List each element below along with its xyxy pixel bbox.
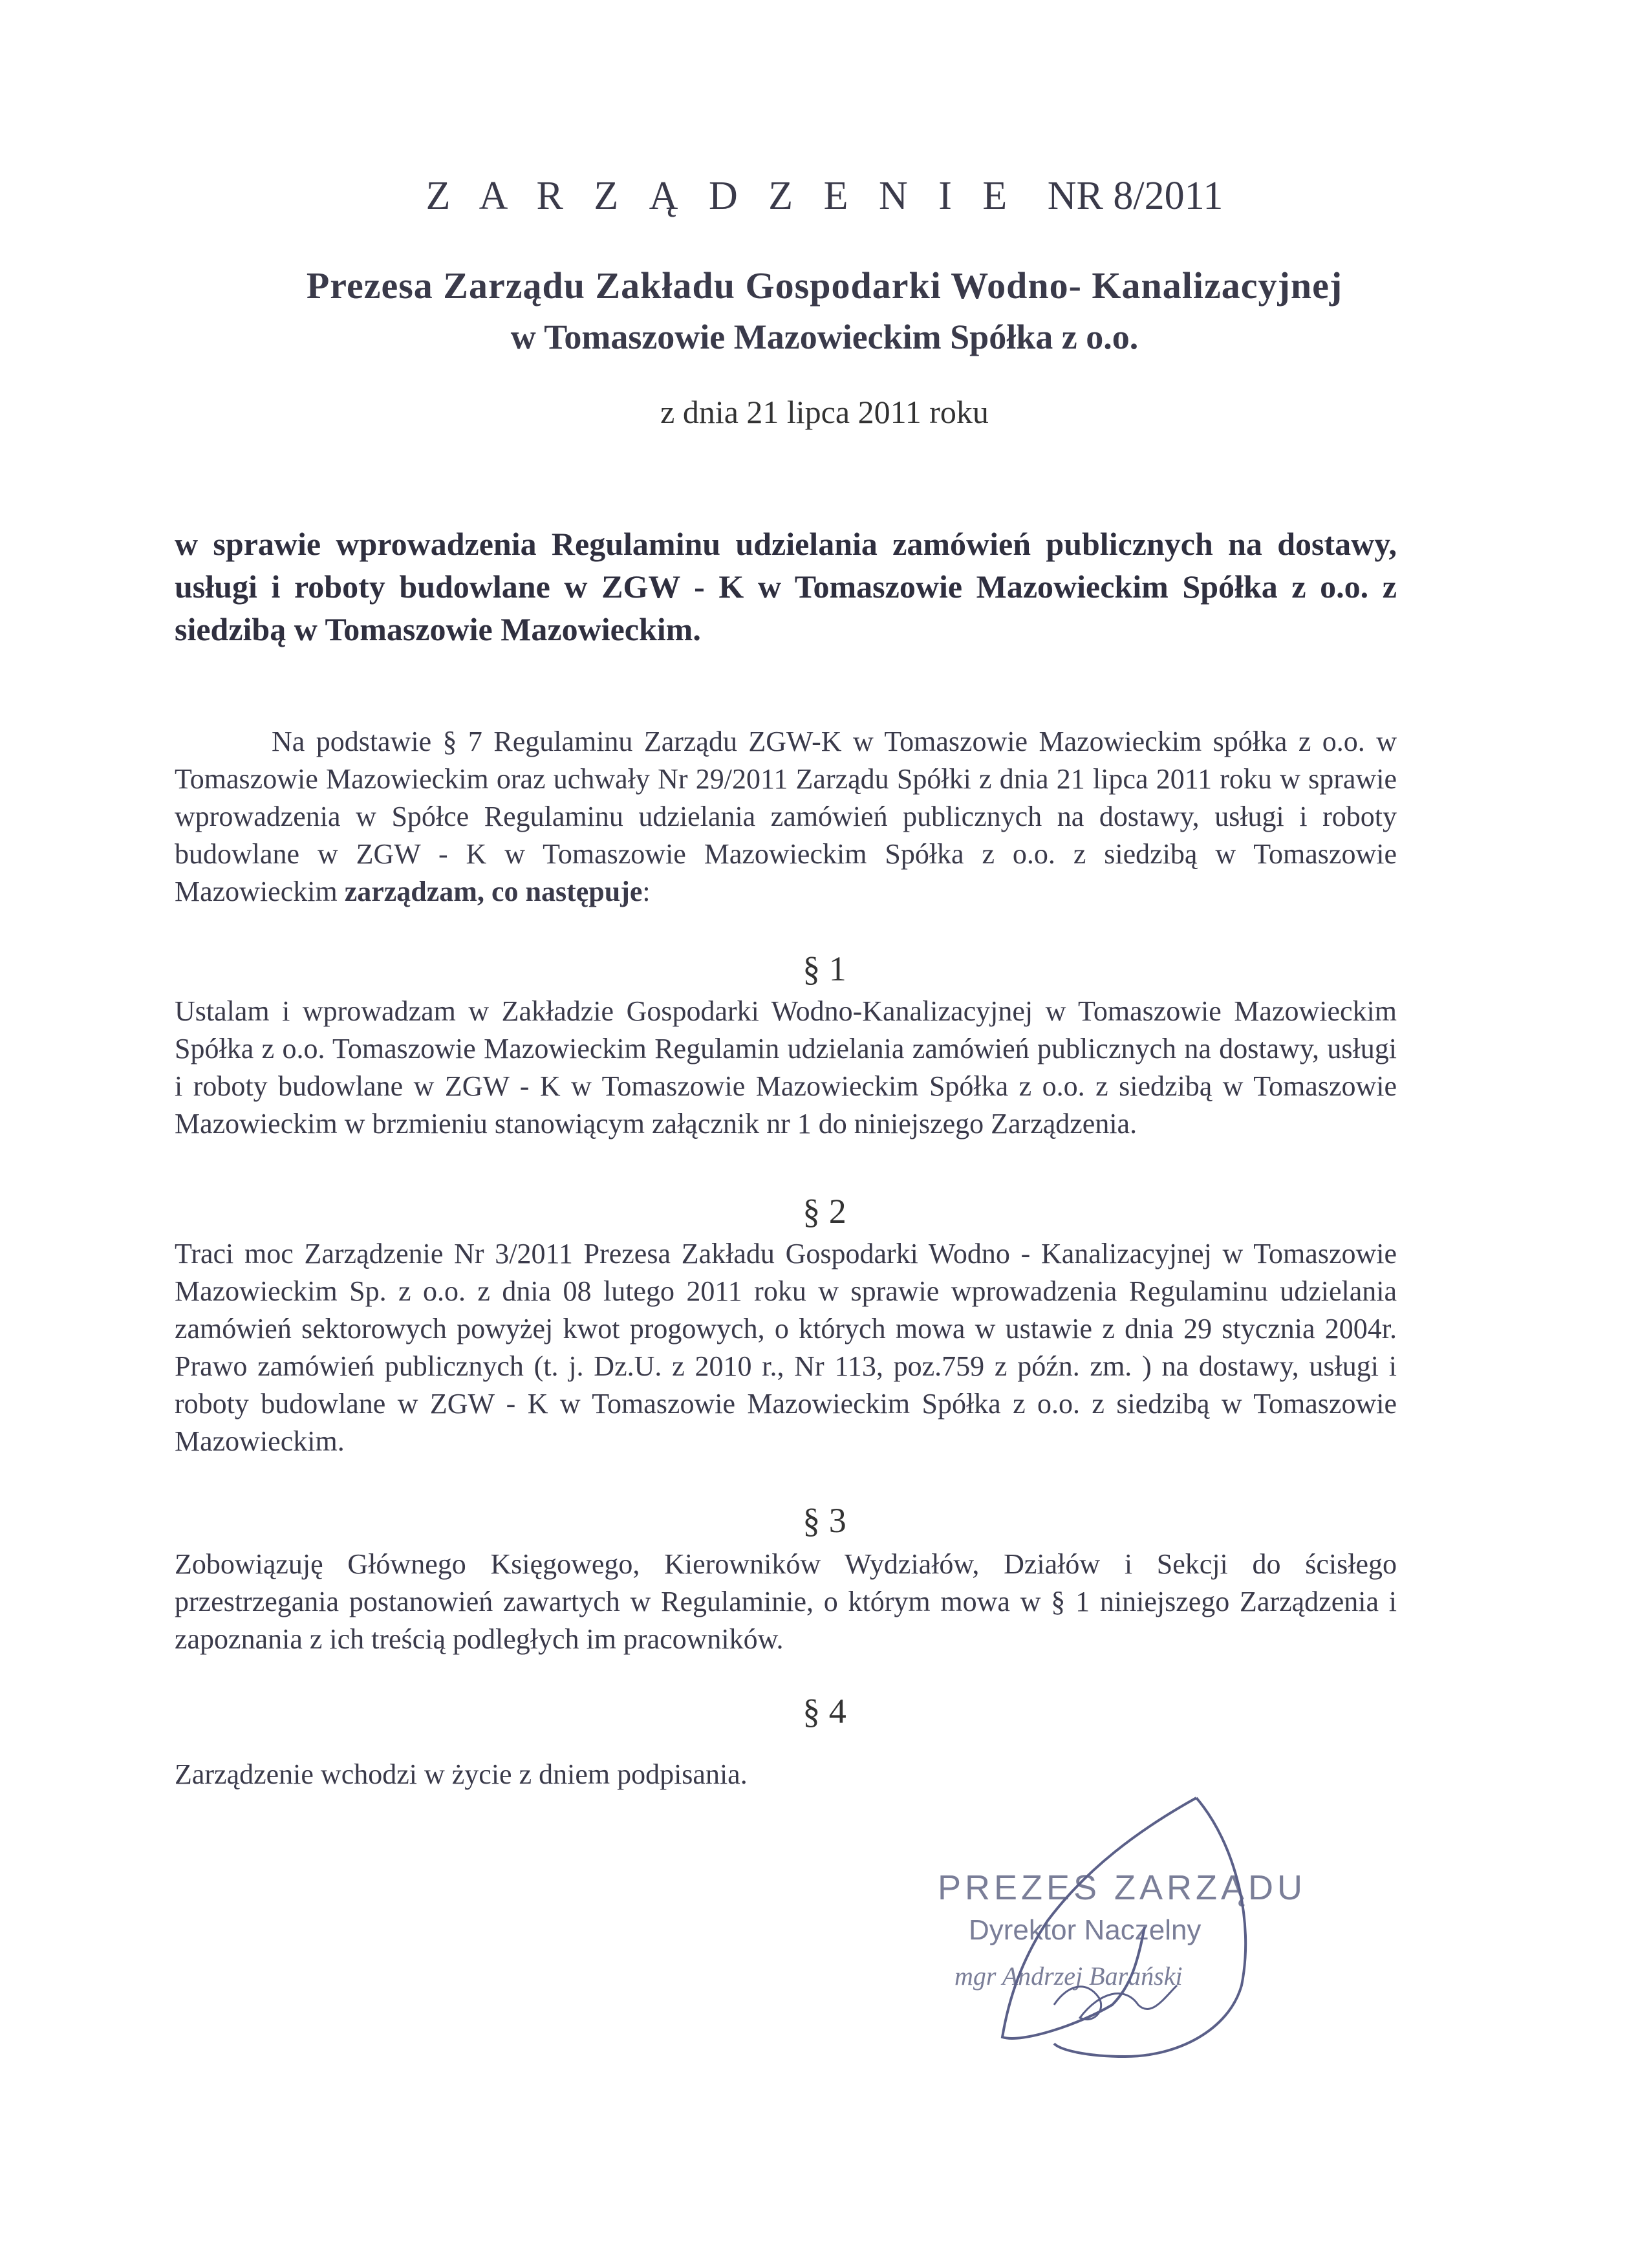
title-number: NR 8/2011 [1047,174,1223,218]
issuer-line-2: w Tomaszowie Mazowieckim Spółka z o.o. [510,318,1139,356]
section-heading: § 3 [803,1501,846,1540]
section-heading: § 4 [803,1692,846,1731]
document-subject: w sprawie wprowadzenia Regulaminu udzielania zamówień publicznych na dostawy, usługi i roboty budowlane w ZGW - K w Tomaszowie Mazowieckim Spółka z o.o. z siedzibą w Tomaszowie Mazowieckim. [175,526,1397,647]
preamble-colon: : [642,876,651,907]
document-title [0,173,1649,219]
section-text: Zobowiązuję Głównego Księgowego, Kierowników Wydziałów, Działów i Sekcji do ścisłego przestrzegania postanowień zawartych w Regulaminie, o którym mowa w § 1 niniejszego Zarządzenia i zapoznania z ich treścią podległych im pracowników. [175,1548,1397,1655]
section-text: Ustalam i wprowadzam w Zakładzie Gospodarki Wodno-Kanalizacyjnej w Tomaszowie Mazowieckim Spółka z o.o. Tomaszowie Mazowieckim Regulamin udzielania zamówień publicznych na dostawy, usługi i roboty budowlane w ZGW - K w Tomaszowie Mazowieckim Spółka z o.o. z siedzibą w Tomaszowie Mazowieckim w brzmieniu stanowiącym załącznik nr 1 do niniejszego Zarządzenia. [175,995,1397,1139]
title-prefix: Z A R Z Ą D Z E N I E [426,174,1018,218]
issuer-line-1: Prezesa Zarządu Zakładu Gospodarki Wodno- Kanalizacyjnej [306,265,1343,307]
stamp-line-2: Dyrektor Naczelny [969,1914,1202,1946]
handwritten-signature [892,1791,1332,2082]
document-date: z dnia 21 lipca 2011 roku [660,394,989,430]
section-heading: § 1 [803,949,846,988]
section-text: Traci moc Zarządzenie Nr 3/2011 Prezesa Zakładu Gospodarki Wodno - Kanalizacyjnej w Tomaszowie Mazowieckim Sp. z o.o. z dnia 08 lutego 2011 roku w sprawie wprowadzenia Regulaminu udzielania zamówień sektorowych powyżej kwot progowych, o których mowa w ustawie z dnia 29 stycznia 2004r. Prawo zamówień publicznych (t. j. Dz.U. z 2010 r., Nr 113, poz.759 z późn. zm. ) na dostawy, usługi i roboty budowlane w ZGW - K w Tomaszowie Mazowieckim Spółka z o.o. z siedzibą w Tomaszowie Mazowieckim. [175,1238,1397,1457]
section-heading: § 2 [803,1192,846,1231]
stamp-line-3: mgr Andrzej Barański [954,1961,1183,1991]
preamble-paragraph [175,723,1397,911]
official-stamp [892,1791,1332,2082]
stamp-line-1: PREZES ZARZĄDU [938,1868,1307,1907]
section-text: Zarządzenie wchodzi w życie z dniem podpisania. [175,1758,748,1790]
preamble-closing: zarządzam, co następuje [344,876,643,907]
preamble-text: Na podstawie § 7 Regulaminu Zarządu ZGW-K w Tomaszowie Mazowieckim spółka z o.o. w Tomaszowie Mazowieckim oraz uchwały Nr 29/2011 Zarządu Spółki z dnia 21 lipca 2011 roku w sprawie wprowadzenia w Spółce Regulaminu udzielania zamówień publicznych na dostawy, usługi i roboty budowlane w ZGW - K w Tomaszowie Mazowieckim Spółka z o.o. z siedzibą w Tomaszowie Mazowieckim [175,726,1397,907]
